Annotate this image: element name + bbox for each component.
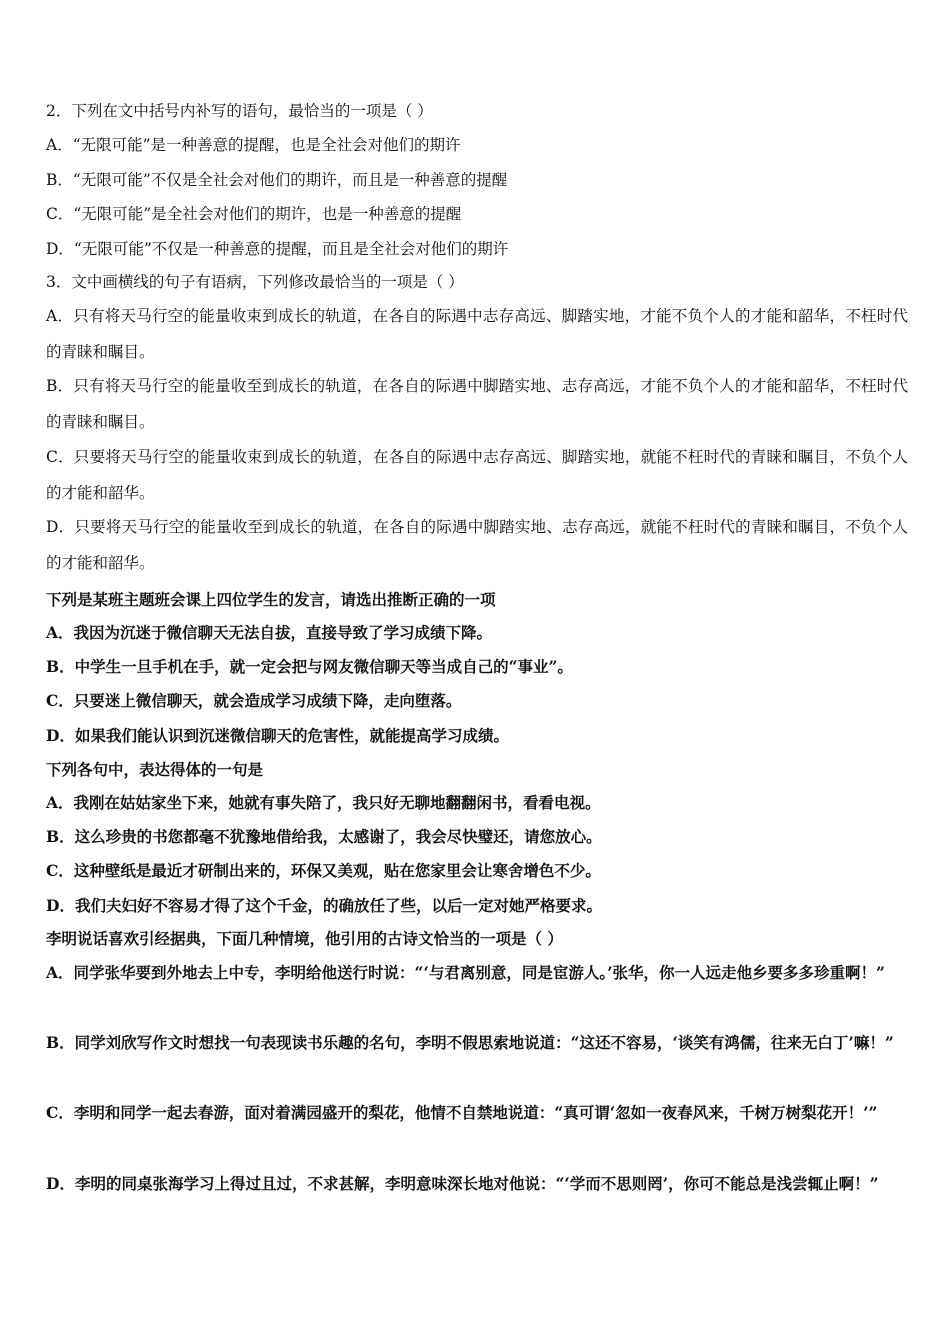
q5-option-a: A．我刚在姑姑家坐下来，她就有事失陪了，我只好无聊地翻翻闲书，看看电视。 [46,793,601,812]
q4-stem: 下列是某班主题班会课上四位学生的发言，请选出推断正确的一项 [46,590,496,609]
q6-option-b: B．同学刘欣写作文时想找一句表现读书乐趣的名句，李明不假思索地说道：“这还不容易，‘谈笑有鸿儒，往来无白丁’嘛！” [46,1033,894,1052]
q3-option-c: C．只要将天马行空的能量收束到成长的轨道，在各自的际遇中志存高远、脚踏实地，就能不枉时代的青睐和瞩目，不负个人的才能和韶华。 [46,448,908,502]
q5-option-b: B．这么珍贵的书您都毫不犹豫地借给我，太感谢了，我会尽快璧还，请您放心。 [46,827,602,846]
q6-option-a: A．同学张华要到外地去上中专，李明给他送行时说：“‘与君离别意，同是宦游人。’张华，你一人远走他乡要多多珍重啊！” [46,963,885,982]
q3-option-d: D．只要将天马行空的能量收至到成长的轨道，在各自的际遇中脚踏实地、志存高远，就能不枉时代的青睐和瞩目，不负个人的才能和韶华。 [46,518,908,572]
q4-option-c: C．只要迷上微信聊天，就会造成学习成绩下降，走向堕落。 [46,691,462,710]
q4-option-d: D．如果我们能认识到沉迷微信聊天的危害性，就能提高学习成绩。 [46,726,509,745]
q6-option-c: C．李明和同学一起去春游，面对着满园盛开的梨花，他情不自禁地说道：“真可谓‘忽如一夜春风来，千树万树梨花开！’” [46,1103,878,1122]
q2-option-b: B．“无限可能”不仅是全社会对他们的期许，而且是一种善意的提醒 [46,171,508,189]
q2-stem: 2．下列在文中括号内补写的语句，最恰当的一项是（ ） [46,102,433,120]
q5-option-d: D．我们夫妇好不容易才得了这个千金，的确放任了些，以后一定对她严格要求。 [46,896,602,915]
q4-option-b: B．中学生一旦手机在手，就一定会把与网友微信聊天等当成自己的“事业”。 [46,657,573,676]
q5-option-c: C．这种壁纸是最近才研制出来的，环保又美观，贴在您家里会让寒舍增色不少。 [46,861,601,880]
q6-stem: 李明说话喜欢引经据典，下面几种情境，他引用的古诗文恰当的一项是（ ） [46,929,563,948]
q2-option-c: C．“无限可能”是全社会对他们的期许，也是一种善意的提醒 [46,205,462,223]
q2-option-a: A．“无限可能”是一种善意的提醒，也是全社会对他们的期许 [46,136,461,154]
q3-option-a: A．只有将天马行空的能量收束到成长的轨道，在各自的际遇中志存高远、脚踏实地，才能不负个人的才能和韶华，不枉时代的青睐和瞩目。 [46,307,908,361]
q2-option-d: D．“无限可能”不仅是一种善意的提醒，而且是全社会对他们的期许 [46,240,509,258]
q6-option-d: D．李明的同桌张海学习上得过且过，不求甚解，李明意味深长地对他说：“‘学而不思则罔’，你可不能总是浅尝辄止啊！” [46,1174,879,1193]
q3-stem: 3．文中画横线的句子有语病，下列修改最恰当的一项是（ ） [46,273,464,291]
q4-option-a: A．我因为沉迷于微信聊天无法自拔，直接导致了学习成绩下降。 [46,623,493,642]
q5-stem: 下列各句中，表达得体的一句是 [46,760,264,779]
q3-option-b: B．只有将天马行空的能量收至到成长的轨道，在各自的际遇中脚踏实地、志存高远，才能不负个人的才能和韶华，不枉时代的青睐和瞩目。 [46,377,908,431]
